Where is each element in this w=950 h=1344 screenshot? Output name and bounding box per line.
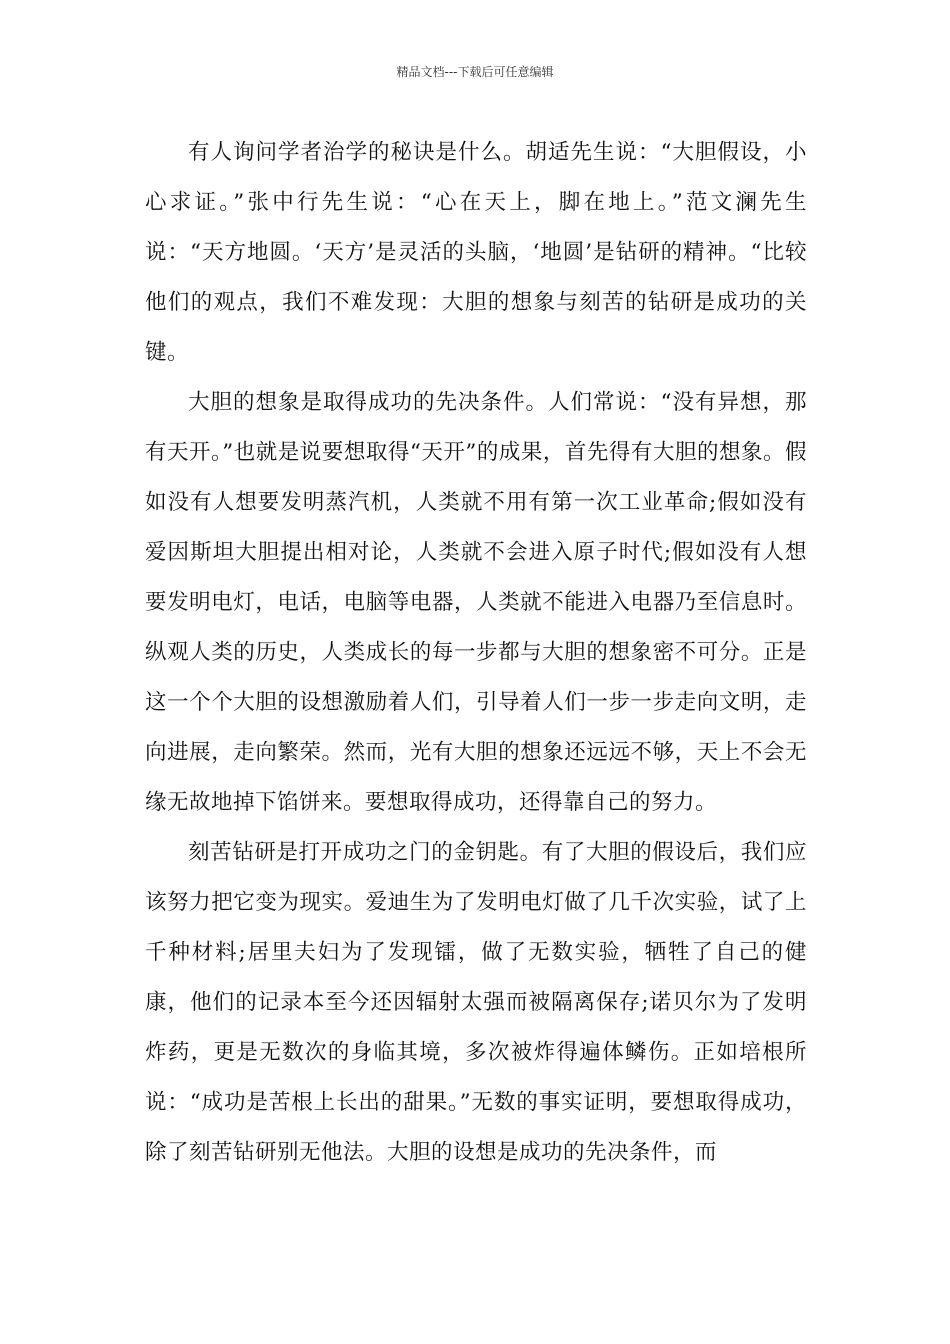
- paragraph-2: 大胆的想象是取得成功的先决条件。人们常说：“没有异想，那有天开。”也就是说要想取得“天开”的成果，首先得有大胆的想象。假如没有人想要发明蒸汽机，人类就不用有第一次工业革命;假如没有爱因斯坦大胆提出相对论，人类就不会进入原子时代;假如没有人想要发明电灯，电话，电脑等电器，人类就不能进入电器乃至信息时。纵观人类的历史，人类成长的每一步都与大胆的想象密不可分。正是这一个个大胆的设想激励着人们，引导着人们一步一步走向文明，走向进展，走向繁荣。然而，光有大胆的想象还远远不够，天上不会无缘无故地掉下馅饼来。要想取得成功，还得靠自己的努力。: [145, 390, 807, 815]
- essay-body: [145, 128, 807, 1178]
- paragraph-1: 有人询问学者治学的秘诀是什么。胡适先生说：“大胆假设，小心求证。”张中行先生说：“心在天上，脚在地上。”范文澜先生说：“天方地圆。‘天方’是灵活的头脑，‘地圆’是钻研的精神。“比较他们的观点，我们不难发现：大胆的想象与刻苦的钻研是成功的关键。: [145, 140, 807, 365]
- paragraph-3: 刻苦钻研是打开成功之门的金钥匙。有了大胆的假设后，我们应该努力把它变为现实。爱迪生为了发明电灯做了几千次实验，试了上千种材料;居里夫妇为了发现镭，做了无数实验，牺牲了自己的健康，他们的记录本至今还因辐射太强而被隔离保存;诺贝尔为了发明炸药，更是无数次的身临其境，多次被炸得遍体鳞伤。正如培根所说：“成功是苦根上长出的甜果。”无数的事实证明，要想取得成功，除了刻苦钻研别无他法。大胆的设想是成功的先决条件，而: [145, 840, 807, 1165]
- page-header: 精品文档---下载后可任意编辑: [396, 65, 554, 79]
